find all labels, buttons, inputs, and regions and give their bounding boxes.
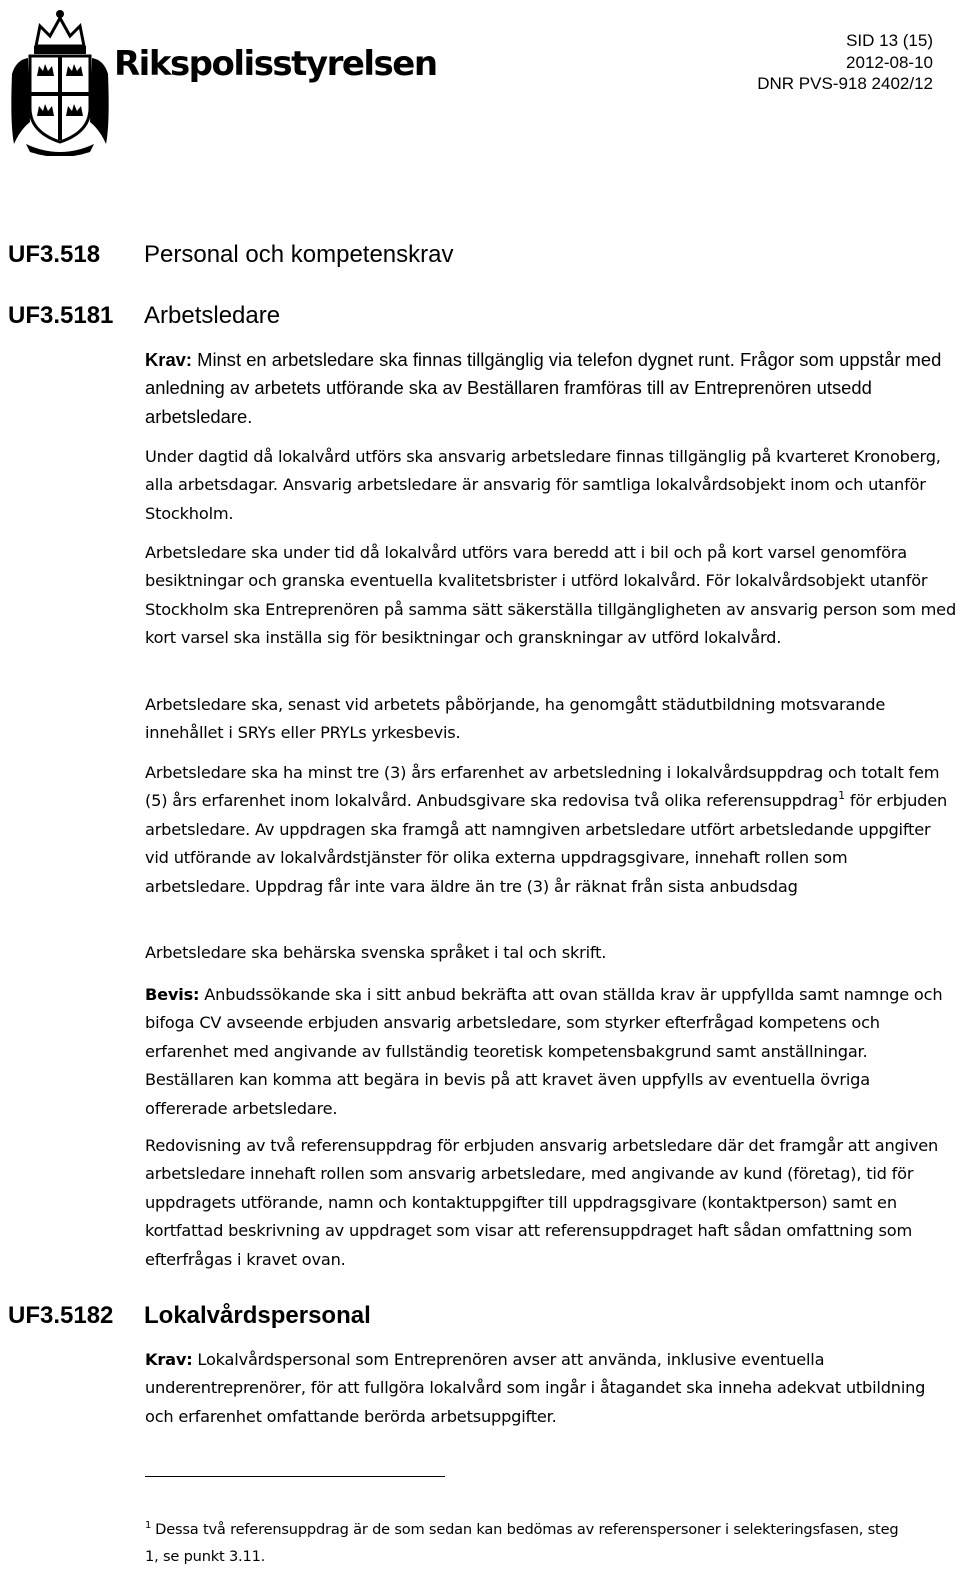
body-paragraph: Under dagtid då lokalvård utförs ska ansvarig arbetsledare finnas tillgänglig på kvarteret Kronoberg, alla arbetsdagar. Ansvarig arbetsledare är ansvarig för samtliga lokalvårdsobjekt inom och utanför Stockholm. bbox=[145, 447, 941, 523]
diary-number: DNR PVS-918 2402/12 bbox=[757, 74, 933, 93]
evidence-paragraph bbox=[145, 981, 957, 1123]
experience-text: Arbetsledare ska ha minst tre (3) års erfarenhet av arbetsledning i lokalvårdsuppdrag och totalt fem (5) års erfarenhet inom lokalvård. Anbudsgivare ska redovisa två olika referensuppdrag bbox=[145, 763, 940, 811]
footnote bbox=[145, 1516, 905, 1570]
requirement-paragraph bbox=[145, 1346, 957, 1431]
body-paragraph: Redovisning av två referensuppdrag för erbjuden ansvarig arbetsledare där det framgår att angiven arbetsledare innehaft rollen som ansvarig arbetsledare, med angivande av kund (företag), tid för uppdragets utförande, namn och kontaktuppgifter till uppdragsgivare (kontaktperson) samt en kortfattad beskrivning av uppdraget som visar att referensuppdraget haft sådan omfattning som efterfrågas i kravet ovan. bbox=[145, 1136, 939, 1269]
section-title: Personal och kompetenskrav bbox=[144, 241, 454, 268]
section-heading-5181 bbox=[8, 301, 280, 331]
document-date: 2012-08-10 bbox=[846, 52, 933, 72]
footnote-number: 1 bbox=[145, 1520, 152, 1531]
body-paragraph: Arbetsledare ska behärska svenska språket i tal och skrift. bbox=[145, 943, 607, 962]
section-title: Lokalvårdspersonal bbox=[144, 1302, 371, 1329]
section-heading-518 bbox=[8, 240, 454, 270]
coat-of-arms-logo bbox=[6, 4, 114, 156]
body-paragraph: Arbetsledare ska, senast vid arbetets påbörjande, ha genomgått städutbildning motsvarande innehållet i SRYs eller PRYLs yrkesbevis. bbox=[145, 695, 886, 743]
experience-text-cont: för erbjuden arbetsledare. Av uppdragen ska framgå att namngiven arbetsledare utfört arbetsledande uppgifter vid utförande av lokalvårdstjänster för olika externa uppdragsgivare, innehaft rollen som arbetsledare. Uppdrag får inte vara äldre än tre (3) år räknat från sista anbudsdag bbox=[145, 791, 948, 896]
footnote-separator bbox=[145, 1476, 445, 1477]
krav-text: Minst en arbetsledare ska finnas tillgänglig via telefon dygnet runt. Frågor som uppstår med anledning av arbetets utförande ska av Beställaren framföras till av Entreprenören utsedd arbetsledare. bbox=[145, 349, 942, 427]
bevis-text: Anbudssökande ska i sitt anbud bekräfta att ovan ställda krav är uppfyllda samt namnge och bifoga CV avseende erbjuden ansvarig arbetsledare, som styrker efterfrågad kompetens och erfarenhet med angivande av fullständig teoretisk kompetensbakgrund samt anställningar. Beställaren kan komma att begära in bevis på att kravet även uppfylls av eventuella övriga offererade arbetsledare. bbox=[145, 985, 943, 1118]
section-number: UF3.518 bbox=[8, 241, 101, 268]
krav-label: Krav: bbox=[145, 1350, 193, 1369]
footnote-reference[interactable]: 1 bbox=[838, 789, 845, 803]
footnote-text: Dessa två referensuppdrag är de som sedan kan bedömas av referenspersoner i selekteringsfasen, steg 1, se punkt 3.11. bbox=[145, 1521, 899, 1565]
section-number: UF3.5182 bbox=[8, 1302, 114, 1329]
document-meta bbox=[757, 30, 933, 95]
krav-text: Lokalvårdspersonal som Entreprenören avser att använda, inklusive eventuella underentreprenörer, för att fullgöra lokalvård som ingår i åtagandet ska inneha adekvat utbildning och erfarenhet omfattande berörda arbetsuppgifter. bbox=[145, 1350, 926, 1426]
krav-label: Krav: bbox=[145, 349, 193, 370]
body-paragraph: Arbetsledare ska under tid då lokalvård utförs vara beredd att i bil och på kort varsel genomföra besiktningar och granska eventuella kvalitetsbrister i utförd lokalvård. För lokalvårdsobjekt utanför Stockholm ska Entreprenören på samma sätt säkerställa tillgängligheten av ansvarig person som med kort varsel ska inställa sig för besiktningar och granskningar av utförd lokalvård. bbox=[145, 543, 957, 648]
section-number: UF3.5181 bbox=[8, 302, 114, 329]
organization-name: Rikspolisstyrelsen bbox=[114, 44, 437, 84]
bevis-label: Bevis: bbox=[145, 985, 200, 1004]
body-paragraph bbox=[145, 759, 957, 901]
section-heading-5182 bbox=[8, 1301, 371, 1331]
requirement-paragraph bbox=[145, 346, 957, 431]
section-title: Arbetsledare bbox=[144, 302, 281, 329]
page-number: SID 13 (15) bbox=[846, 31, 933, 50]
